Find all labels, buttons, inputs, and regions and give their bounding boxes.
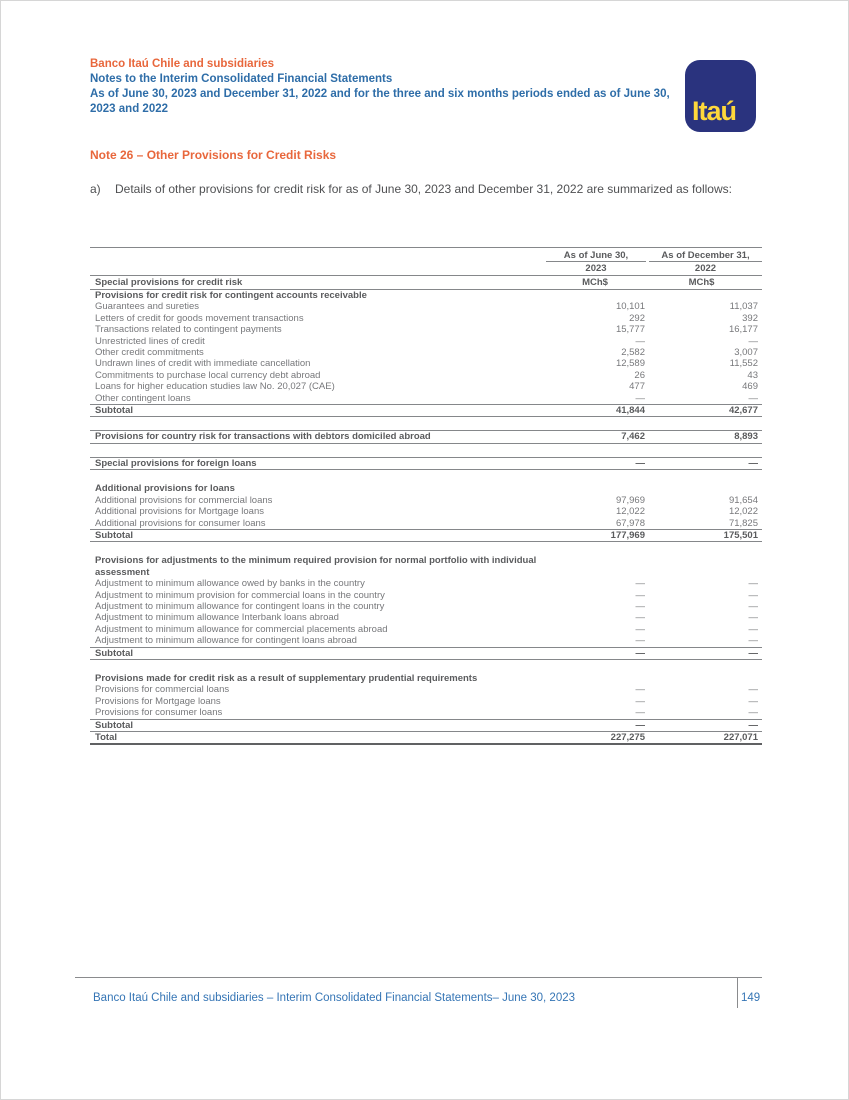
table-row xyxy=(90,290,762,301)
column-header-june: As of June 30, xyxy=(546,249,646,262)
label-cell: Provisions for credit risk for contingent accounts receivable xyxy=(95,290,367,301)
value-cell-2023: — xyxy=(635,719,645,731)
label-cell: Total xyxy=(95,732,117,743)
value-cell-2022: — xyxy=(748,392,758,404)
value-cell-2023: — xyxy=(635,457,645,469)
value-cell-2022: 91,654 xyxy=(728,494,758,506)
table-row xyxy=(90,647,762,660)
label-cell: Adjustment to minimum provision for commercial loans in the country xyxy=(95,589,385,601)
itau-logo-text: Itaú xyxy=(692,96,737,126)
table-row xyxy=(90,673,762,684)
table-row xyxy=(90,324,762,335)
label-cell: Special provisions for foreign loans xyxy=(95,457,257,469)
value-cell-2023: — xyxy=(635,392,645,404)
footer-divider xyxy=(75,977,762,978)
label-cell: Additional provisions for commercial loans xyxy=(95,494,273,506)
table-row xyxy=(90,313,762,324)
label-cell: Provisions for consumer loans xyxy=(95,707,223,719)
label-cell: Unrestricted lines of credit xyxy=(95,335,205,347)
value-cell-2023: 12,589 xyxy=(615,358,645,370)
table-section xyxy=(90,673,762,745)
note-title: Note 26 – Other Provisions for Credit Risks xyxy=(90,148,337,162)
table-header-row-dates xyxy=(90,249,762,262)
value-cell-2022: 469 xyxy=(742,381,758,393)
label-cell: Additional provisions for Mortgage loans xyxy=(95,506,264,518)
page-number-divider xyxy=(737,977,738,1008)
column-year-2023: 2023 xyxy=(585,263,607,274)
table-row xyxy=(90,495,762,506)
table-section xyxy=(90,457,762,470)
value-cell-2022: 227,071 xyxy=(723,732,758,743)
value-cell-2023: 10,101 xyxy=(615,301,645,313)
value-cell-2023: — xyxy=(635,707,645,719)
value-cell-2023: — xyxy=(635,647,645,659)
table-row xyxy=(90,506,762,517)
table-row xyxy=(90,381,762,392)
label-cell: Additional provisions for consumer loans xyxy=(95,517,266,529)
unit-cell-2023: MCh$ xyxy=(582,277,608,288)
label-cell: Provisions made for credit risk as a result of supplementary prudential requirements xyxy=(95,672,478,684)
paragraph-text: Details of other provisions for credit risk for as of June 30, 2023 and December 31, 2022 are summarized as follows: xyxy=(115,182,732,196)
table-header-row-years xyxy=(90,262,762,275)
value-cell-2022: — xyxy=(748,600,758,612)
value-cell-2023: 97,969 xyxy=(615,494,645,506)
label-cell: Adjustment to minimum allowance for contingent loans in the country xyxy=(95,600,385,612)
label-cell: Provisions for commercial loans xyxy=(95,684,230,696)
value-cell-2022: 16,177 xyxy=(728,324,758,336)
value-cell-2023: — xyxy=(635,635,645,647)
value-cell-2023: 477 xyxy=(629,381,645,393)
table-row xyxy=(90,404,762,417)
label-cell: Other contingent loans xyxy=(95,392,191,404)
value-cell-2023: 2,582 xyxy=(621,347,645,359)
label-cell: Commitments to purchase local currency debt abroad xyxy=(95,369,321,381)
table-row xyxy=(90,301,762,312)
label-cell: Undrawn lines of credit with immediate cancellation xyxy=(95,358,311,370)
value-cell-2023: 15,777 xyxy=(615,324,645,336)
label-cell: Subtotal xyxy=(95,647,133,659)
table-section xyxy=(90,290,762,417)
value-cell-2022: 392 xyxy=(742,312,758,324)
value-cell-2023: 41,844 xyxy=(615,405,645,417)
label-cell: Guarantees and sureties xyxy=(95,301,200,313)
table-row xyxy=(90,624,762,635)
label-cell: Adjustment to minimum allowance for commercial placements abroad xyxy=(95,623,388,635)
value-cell-2022: 8,893 xyxy=(734,431,758,443)
list-marker: a) xyxy=(90,182,101,196)
label-cell: Adjustment to minimum allowance for contingent loans abroad xyxy=(95,635,357,647)
value-cell-2022: 12,022 xyxy=(728,506,758,518)
label-cell: Transactions related to contingent payments xyxy=(95,324,282,336)
label-cell: Adjustment to minimum allowance Interbank loans abroad xyxy=(95,612,339,624)
value-cell-2023: — xyxy=(635,335,645,347)
label-cell: Provisions for adjustments to the minimum required provision for normal portfolio with individual assessment xyxy=(95,555,537,578)
value-cell-2022: 42,677 xyxy=(728,405,758,417)
value-cell-2022: — xyxy=(748,695,758,707)
value-cell-2022: 175,501 xyxy=(723,529,758,541)
label-cell: Subtotal xyxy=(95,719,133,731)
table-row xyxy=(90,370,762,381)
value-cell-2022: 71,825 xyxy=(728,517,758,529)
table-row xyxy=(90,483,762,494)
header-subtitle-2: As of June 30, 2023 and December 31, 2022 and for the three and six months periods ended as of June 30, 2023 and 2022 xyxy=(90,88,670,115)
value-cell-2022: — xyxy=(748,578,758,590)
bank-name: Banco Itaú Chile and subsidiaries xyxy=(90,58,275,70)
label-cell: Additional provisions for loans xyxy=(95,483,235,495)
label-cell: Subtotal xyxy=(95,405,133,417)
value-cell-2023: 67,978 xyxy=(615,517,645,529)
unit-cell-2022: MCh$ xyxy=(688,277,715,288)
value-cell-2022: — xyxy=(748,719,758,731)
value-cell-2022: — xyxy=(748,647,758,659)
value-cell-2023: — xyxy=(635,684,645,696)
table-row xyxy=(90,590,762,601)
value-cell-2023: — xyxy=(635,578,645,590)
table-section xyxy=(90,555,762,660)
table-row xyxy=(90,719,762,732)
table-row xyxy=(90,578,762,589)
value-cell-2022: — xyxy=(748,707,758,719)
value-cell-2022: 11,037 xyxy=(729,301,758,313)
table-row xyxy=(90,393,762,404)
value-cell-2022: 3,007 xyxy=(734,347,758,359)
table-header xyxy=(90,247,762,275)
value-cell-2023: 177,969 xyxy=(610,529,645,541)
header-subtitle-1: Notes to the Interim Consolidated Financial Statements xyxy=(90,73,393,85)
table-row xyxy=(90,684,762,695)
value-cell-2023: 227,275 xyxy=(610,732,645,743)
value-cell-2023: 7,462 xyxy=(621,431,645,443)
table-row xyxy=(90,430,762,443)
table-row xyxy=(90,358,762,369)
table-row xyxy=(90,696,762,707)
table-row xyxy=(90,529,762,542)
value-cell-2022: 43 xyxy=(747,369,758,381)
label-cell: Provisions for Mortgage loans xyxy=(95,695,221,707)
value-cell-2022: — xyxy=(748,589,758,601)
table-section xyxy=(90,483,762,542)
table-row xyxy=(90,707,762,718)
value-cell-2022: — xyxy=(748,457,758,469)
value-cell-2023: — xyxy=(635,623,645,635)
value-cell-2023: — xyxy=(635,600,645,612)
provisions-table xyxy=(90,247,762,745)
value-cell-2022: — xyxy=(748,623,758,635)
table-row xyxy=(90,457,762,470)
table-row xyxy=(90,601,762,612)
label-cell: Letters of credit for goods movement transactions xyxy=(95,312,304,324)
value-cell-2022: — xyxy=(748,635,758,647)
value-cell-2023: — xyxy=(635,589,645,601)
label-cell: Provisions for country risk for transactions with debtors domiciled abroad xyxy=(95,431,431,443)
value-cell-2023: 26 xyxy=(634,369,645,381)
page-header xyxy=(90,57,675,117)
value-cell-2023: — xyxy=(635,695,645,707)
label-cell: Special provisions for credit risk xyxy=(95,277,243,288)
value-cell-2022: 11,552 xyxy=(729,358,758,370)
value-cell-2023: — xyxy=(635,612,645,624)
footer-text: Banco Itaú Chile and subsidiaries – Interim Consolidated Financial Statements– June 30, 2023 xyxy=(93,992,576,1004)
itau-logo xyxy=(685,60,756,132)
table-body xyxy=(90,290,762,745)
table-row xyxy=(90,612,762,623)
label-cell: Loans for higher education studies law No. 20,027 (CAE) xyxy=(95,381,335,393)
table-row xyxy=(90,555,762,578)
intro-paragraph xyxy=(90,182,780,197)
table-row xyxy=(90,347,762,358)
label-cell: Adjustment to minimum allowance owed by banks in the country xyxy=(95,578,365,590)
page-number: 149 xyxy=(741,992,761,1004)
label-cell: Subtotal xyxy=(95,529,133,541)
table-row-units xyxy=(90,275,762,290)
value-cell-2022: — xyxy=(748,684,758,696)
table-row xyxy=(90,336,762,347)
value-cell-2023: 12,022 xyxy=(615,506,645,518)
column-year-2022: 2022 xyxy=(694,263,717,274)
table-section xyxy=(90,430,762,443)
column-header-december: As of December 31, xyxy=(649,249,762,262)
value-cell-2022: — xyxy=(748,335,758,347)
table-row xyxy=(90,635,762,646)
table-row xyxy=(90,518,762,529)
value-cell-2022: — xyxy=(748,612,758,624)
value-cell-2023: 292 xyxy=(629,312,645,324)
label-cell: Other credit commitments xyxy=(95,347,204,359)
table-row xyxy=(90,732,762,745)
